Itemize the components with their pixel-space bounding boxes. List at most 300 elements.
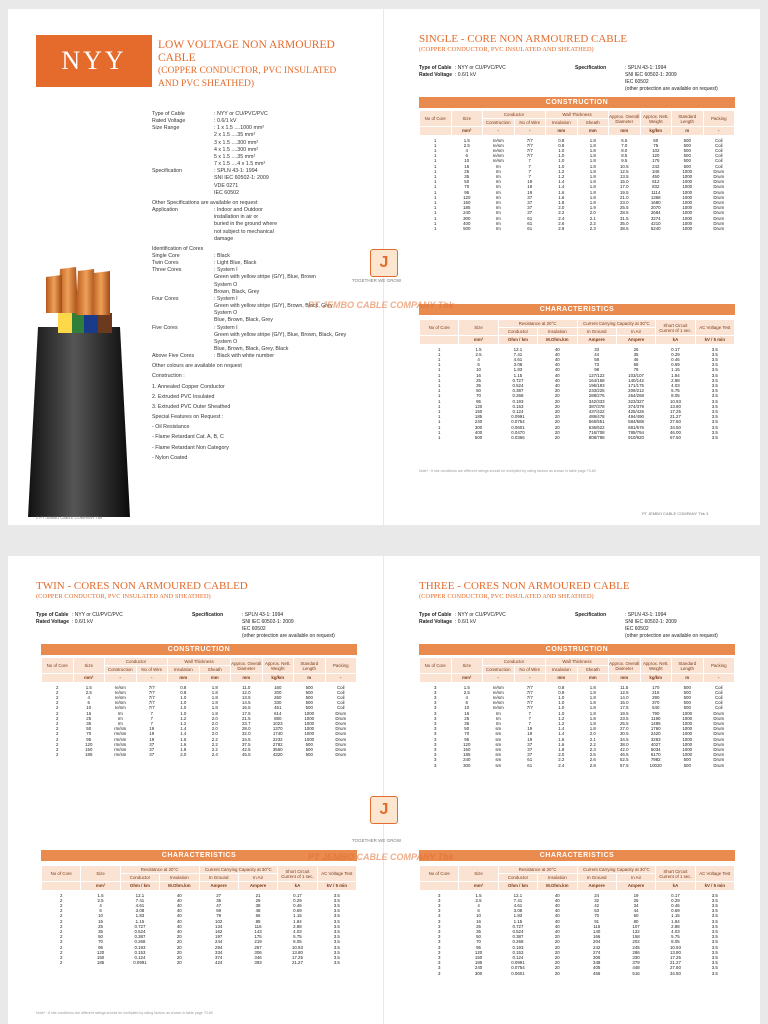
table-cell: 0.8 <box>558 137 565 143</box>
column-subheader: Sheath <box>577 666 609 674</box>
table-cell: 1.8 <box>558 200 565 206</box>
spec-value: IEC 60502 <box>214 189 240 196</box>
table-cell: 20 <box>554 934 560 940</box>
table-cell: re/sm <box>492 684 504 690</box>
table-cell: 3.5 <box>711 939 718 945</box>
table-cell: rm <box>495 168 501 174</box>
spec-row <box>152 414 377 421</box>
unit-header: Ampere <box>616 882 655 890</box>
table-cell: 102 <box>215 918 223 924</box>
table-cell: 1 <box>437 346 441 352</box>
table-cell: 0.46 <box>671 357 680 363</box>
table-cell: 3.5 <box>711 949 718 955</box>
spec-row <box>152 190 377 197</box>
table-cell: Coil <box>714 163 723 169</box>
table-cell: 1.5 <box>475 346 482 352</box>
table-cell: 1.8 <box>589 179 596 185</box>
unit-header: kA <box>656 882 695 890</box>
table-cell: 500 <box>683 142 691 148</box>
meta-cell: : NYY or CU/PVC/PVC <box>72 612 123 618</box>
meta-cell <box>419 633 455 640</box>
table-cell: 1.15 <box>135 918 145 924</box>
table-cell: 25 <box>86 715 92 721</box>
three-construction-table <box>419 657 735 768</box>
meta-row <box>419 86 749 93</box>
table-cell: 40 <box>176 918 182 924</box>
table-cell: 5.75 <box>293 934 302 940</box>
table-cell: 150 <box>85 747 93 753</box>
table-cell: 13.80 <box>669 403 681 409</box>
table-cell: 387/378 <box>588 403 605 409</box>
table-cell: 0.524 <box>512 383 524 389</box>
table-cell: 1.4 <box>558 184 565 190</box>
page1-footer: 2 PT JEMBO CABLE COMPANY Tbk <box>36 515 103 520</box>
table-cell: Drum <box>335 747 347 753</box>
unit-header: m <box>672 127 704 135</box>
table-row <box>420 226 735 231</box>
table-cell: re/sm <box>114 689 126 695</box>
table-cell: 2.5 <box>475 351 482 357</box>
meta-cell <box>575 86 625 93</box>
table-cell: 2.2 <box>211 747 218 753</box>
table-cell: 3 <box>434 757 437 763</box>
table-cell: 2 <box>59 949 63 955</box>
table-cell: Drum <box>335 710 347 716</box>
table-cell: 7 <box>150 721 153 727</box>
table-cell: 95 <box>98 944 103 950</box>
spec-row <box>152 434 377 441</box>
column-header: No of Core <box>42 866 81 882</box>
spec-value: System O <box>214 338 238 345</box>
table-cell: 2.88 <box>671 923 680 929</box>
meta-cell: SNI IEC 60502-1: 2009 <box>242 619 294 625</box>
table-cell: 34.5 <box>619 736 629 742</box>
meta-cell <box>575 633 625 640</box>
table-cell: 2 <box>59 897 63 903</box>
table-cell: 7 <box>150 715 153 721</box>
spec-value: : Black <box>214 252 230 259</box>
table-cell: 0.268 <box>512 393 524 399</box>
page3-note: Note* : If site conditions are different ratings should be multiplied by rating factors as shown in table page 70-80 <box>36 1011 213 1015</box>
table-cell: 0.153 <box>512 403 524 409</box>
table-cell: 614 <box>274 710 282 716</box>
table-cell: 0.0601 <box>511 970 525 976</box>
spec-value: 2 x 1.5 ....35 mm² <box>214 132 256 139</box>
table-cell: 370 <box>652 700 660 706</box>
spec-value: 4 x 1.5 ....300 mm² <box>214 146 259 153</box>
column-header: Approx. Overall Diameter <box>231 658 263 674</box>
meta-cell <box>192 619 242 626</box>
table-cell: 500 <box>683 158 691 164</box>
table-cell: 7 <box>528 715 531 721</box>
table-cell: 50 <box>464 726 470 732</box>
spec-value: 3 x 1.5 ....300 mm² <box>214 139 259 146</box>
table-row <box>420 971 735 976</box>
table-cell: 35 <box>633 351 639 357</box>
table-cell: 3.5 <box>333 918 340 924</box>
table-cell: 1.5 <box>475 892 482 898</box>
spec-value: SNI IEC 60502-1: 2009 <box>214 175 269 182</box>
spec-key: 3. Extruded PVC Outer Sheathed <box>152 403 231 410</box>
table-cell: 1000 <box>682 721 693 727</box>
table-cell: 16 <box>464 163 470 169</box>
table-cell: 10020 <box>649 762 662 768</box>
unit-header: m <box>672 674 704 682</box>
table-cell: 2782 <box>272 741 283 747</box>
table-cell: 5034 <box>650 747 661 753</box>
table-cell: 3560 <box>272 747 283 753</box>
table-cell: 348 <box>593 960 601 966</box>
meta-row <box>419 619 749 626</box>
meta-row <box>36 612 366 619</box>
table-cell: 50 <box>86 726 92 732</box>
table-cell: 2.3 <box>589 226 596 232</box>
table-cell: 3 <box>437 965 441 971</box>
unit-header <box>420 674 452 682</box>
table-cell: re/sm <box>114 695 126 701</box>
table-cell: 500 <box>305 689 313 695</box>
table-cell: 3.08 <box>513 908 523 914</box>
page3-title: TWIN - CORES NON ARMOURED CABLED <box>36 580 248 592</box>
spec-row <box>152 289 377 296</box>
unit-header: mm <box>168 674 200 682</box>
unit-header: Ampere <box>238 882 277 890</box>
table-cell: 4 <box>465 148 468 154</box>
meta-cell: (other protection are available on request) <box>242 633 335 639</box>
spec-key: - Nylon Coated <box>152 454 188 461</box>
spec-key: Above Five Cores <box>152 353 195 360</box>
table-cell: 8.05 <box>293 939 302 945</box>
spec-key <box>152 154 214 161</box>
table-cell: 1.83 <box>513 367 523 373</box>
table-cell: 1000 <box>682 736 693 742</box>
table-cell: 1.0 <box>558 158 565 164</box>
column-subheader: Construction <box>483 666 515 674</box>
table-cell: 120 <box>85 741 93 747</box>
spec-key: Identification of Cores <box>152 245 204 252</box>
table-cell: 4 <box>477 903 480 909</box>
table-cell: 2 <box>59 939 63 945</box>
table-cell: 3 <box>437 897 441 903</box>
table-cell: 300 <box>474 424 483 430</box>
table-cell: 61 <box>527 215 533 221</box>
table-cell: 0.8 <box>180 684 187 690</box>
table-row <box>42 960 357 965</box>
table-cell: 40 <box>176 903 182 909</box>
table-cell: 500 <box>683 163 691 169</box>
table-cell: 116 <box>254 923 262 929</box>
table-cell: 3263 <box>650 736 661 742</box>
table-cell: 20 <box>554 419 560 425</box>
table-cell: 1 <box>437 351 441 357</box>
table-row <box>420 435 735 440</box>
table-cell: 1.8 <box>180 747 187 753</box>
table-cell: 16.5 <box>241 705 251 711</box>
table-cell: 2.2 <box>558 210 565 216</box>
page4-meta <box>419 612 749 640</box>
table-cell: 219 <box>254 939 262 945</box>
table-cell: 20 <box>554 388 560 394</box>
table-cell: 500 <box>683 153 691 159</box>
spec-key <box>152 190 214 197</box>
table-cell: 3.5 <box>711 398 718 404</box>
table-cell: 1485 <box>650 721 661 727</box>
table-cell: 0.268 <box>134 939 146 945</box>
table-cell: 57.50 <box>669 435 681 441</box>
spec-key <box>152 310 214 317</box>
table-cell: 42.0 <box>619 747 629 753</box>
characteristics-band: CHARACTERISTICS <box>419 304 735 315</box>
table-cell: 400 <box>474 429 483 435</box>
table-cell: 244 <box>215 939 223 945</box>
table-cell: Coil <box>714 705 723 711</box>
table-cell: 52.5 <box>619 757 629 763</box>
table-cell: 10.5 <box>619 163 629 169</box>
page2-subtitle: (COPPER CONDUCTOR, PVC INSULATED AND SHEATHED) <box>419 46 594 53</box>
page1-title <box>158 39 358 91</box>
table-cell: rm <box>117 715 123 721</box>
spec-value: : NYY or CU/PVC/PVC <box>214 111 268 117</box>
unit-header <box>420 127 452 135</box>
meta-cell: Specification <box>575 65 607 71</box>
unit-header <box>420 882 459 890</box>
table-cell: 7 <box>528 168 531 174</box>
table-cell: 73 <box>594 362 600 368</box>
table-cell: 1.84 <box>293 918 302 924</box>
table-cell: 3.5 <box>333 955 340 961</box>
column-header: Size <box>451 658 483 674</box>
table-cell: 0.29 <box>671 897 680 903</box>
table-cell: sm <box>495 731 502 737</box>
table-cell: 3.5 <box>711 955 718 961</box>
table-cell: 1.6 <box>558 741 565 747</box>
table-cell: 1.6 <box>558 189 565 195</box>
meta-cell <box>575 619 625 626</box>
column-header: Size <box>451 111 483 127</box>
table-cell: 3.5 <box>333 934 340 940</box>
table-cell: 170 <box>652 684 660 690</box>
table-cell: 7/7 <box>148 700 155 706</box>
table-cell: 1.8 <box>589 158 596 164</box>
meta-cell <box>575 626 625 633</box>
table-cell: 3.5 <box>711 897 718 903</box>
table-cell: 1.8 <box>589 700 596 706</box>
table-cell: 1000 <box>682 189 693 195</box>
table-cell: 288/276 <box>588 393 605 399</box>
table-cell: 7/7 <box>526 705 533 711</box>
table-cell: 10 <box>476 367 481 373</box>
table-cell: 4.61 <box>135 903 145 909</box>
table-cell: 393 <box>254 960 262 966</box>
column-header: AC Voltage Test <box>695 320 734 336</box>
table-cell: 6 <box>477 362 480 368</box>
table-cell: 2 <box>56 721 59 727</box>
table-cell: 107 <box>632 923 640 929</box>
unit-header <box>42 882 81 890</box>
column-header: Approx. Overall Diameter <box>609 111 641 127</box>
unit-header: mm <box>546 674 578 682</box>
table-cell: 7.41 <box>135 897 145 903</box>
table-cell: 2 <box>56 752 59 758</box>
table-cell: 1.2 <box>180 721 187 727</box>
table-cell: 3 <box>437 908 441 914</box>
table-cell: 1368 <box>650 194 661 200</box>
unit-header: Ohm / km <box>120 882 159 890</box>
meta-cell: Rated Voltage <box>419 72 452 78</box>
unit-header: M.Ohm.km <box>160 882 199 890</box>
spec-key <box>152 183 214 190</box>
spec-value: : Indoor and Outdoor <box>214 207 263 214</box>
meta-cell: : 0.6/1 kV <box>455 72 477 78</box>
table-cell: 500 <box>305 705 313 711</box>
twin-characteristics-table <box>41 865 357 965</box>
table-cell: re/sm <box>114 705 126 711</box>
table-cell: 2.0 <box>589 731 596 737</box>
table-cell: 300 <box>463 762 471 768</box>
table-cell: 37 <box>149 741 155 747</box>
table-cell: 60 <box>633 913 639 919</box>
meta-cell: : NYY or CU/PVC/PVC <box>455 612 506 618</box>
table-cell: 40 <box>176 892 182 898</box>
meta-cell: SNI IEC 60502-1: 2009 <box>625 619 677 625</box>
table-cell: 202 <box>632 939 640 945</box>
table-cell: 2 <box>56 684 59 690</box>
table-cell: 716/708 <box>588 429 605 435</box>
table-cell: 0.17 <box>671 892 680 898</box>
table-cell: 1.8 <box>589 200 596 206</box>
table-cell: 2 <box>56 747 59 753</box>
table-cell: 437/422 <box>588 409 605 415</box>
spec-key <box>152 236 214 243</box>
table-cell: 1.84 <box>671 918 680 924</box>
unit-header: - <box>703 674 735 682</box>
spec-key <box>152 274 214 281</box>
column-subheader: In Air <box>616 328 655 336</box>
table-cell: 3.5 <box>711 960 718 966</box>
construction-band: CONSTRUCTION <box>419 644 735 655</box>
meta-cell <box>575 72 625 79</box>
table-cell: 2.4 <box>558 762 565 768</box>
table-cell: 3.5 <box>333 949 340 955</box>
column-header: Current Carrying Capacity at 30°C <box>577 320 656 328</box>
table-cell: 3.5 <box>711 362 718 368</box>
table-cell: 2.1 <box>589 215 596 221</box>
table-cell: 1.8 <box>589 163 596 169</box>
table-cell: 374/379 <box>628 403 644 409</box>
table-cell: 1.8 <box>589 726 596 732</box>
table-cell: 808/798 <box>588 435 605 441</box>
table-cell: 59 <box>216 908 222 914</box>
table-cell: 0.387 <box>512 934 524 940</box>
table-cell: 1 <box>437 377 441 383</box>
spec-value: VDE 0271 <box>214 182 239 189</box>
table-cell: 6 <box>465 153 468 159</box>
table-cell: 1.4 <box>558 726 565 732</box>
table-cell: 2.0 <box>558 205 565 211</box>
page2-title: SINGLE - CORE NON ARMOURED CABLE <box>419 33 628 45</box>
table-cell: 120 <box>652 153 660 159</box>
table-cell: 7/7 <box>148 689 155 695</box>
table-cell: Coil <box>714 153 723 159</box>
unit-header: - <box>514 674 546 682</box>
column-subheader: Insulation <box>538 874 577 882</box>
table-cell: 20 <box>554 393 560 399</box>
table-cell: 58 <box>594 357 600 363</box>
unit-header: Ohm / km <box>498 882 537 890</box>
table-cell: Drum <box>713 710 725 716</box>
table-cell: 3.5 <box>711 383 718 389</box>
table-cell: 7/7 <box>148 705 155 711</box>
table-cell: 790 <box>652 710 660 716</box>
table-cell: 3 <box>437 934 441 940</box>
table-cell: 500 <box>683 700 691 706</box>
table-cell: 1.8 <box>211 689 218 695</box>
table-cell: 16 <box>86 710 92 716</box>
table-cell: 1.8 <box>211 695 218 701</box>
table-cell: 880 <box>274 715 282 721</box>
table-cell: 1 <box>437 357 441 363</box>
table-cell: Drum <box>713 762 725 768</box>
construction-band: CONSTRUCTION <box>41 644 357 655</box>
table-cell: 240 <box>474 965 483 971</box>
table-cell: Drum <box>713 200 725 206</box>
column-subheader: In Ground <box>199 874 238 882</box>
table-cell: 3.5 <box>711 351 718 357</box>
table-cell: 300 <box>463 215 471 221</box>
table-cell: 3.5 <box>711 377 718 383</box>
jembo-logo: J <box>370 796 398 824</box>
table-cell: 10.93 <box>669 944 681 950</box>
table-cell: 1.8 <box>589 684 596 690</box>
table-cell: 3.5 <box>711 923 718 929</box>
table-cell: 8.05 <box>671 939 680 945</box>
table-cell: sm <box>495 762 502 768</box>
table-cell: 42.5 <box>241 747 251 753</box>
table-cell: Coil <box>714 148 723 154</box>
column-header: Conductor <box>105 658 168 666</box>
spec-value: Green with yellow stripe (G/Y), Brown, Black, Grey <box>214 303 333 310</box>
table-cell: 27.60 <box>669 965 681 971</box>
table-cell: 75 <box>653 142 659 148</box>
table-cell: 11.0 <box>242 684 251 690</box>
table-cell: 143 <box>254 929 262 935</box>
table-cell: 20 <box>554 409 560 415</box>
table-cell: 20 <box>176 949 182 955</box>
table-cell: 40 <box>554 903 560 909</box>
table-cell: 16 <box>476 372 481 378</box>
table-cell: 4.03 <box>671 929 680 935</box>
table-cell: 120 <box>463 194 471 200</box>
table-cell: 1 <box>437 424 441 430</box>
table-cell: 2.2 <box>211 741 218 747</box>
table-cell: 2 <box>59 892 63 898</box>
spec-row <box>152 339 377 346</box>
table-cell: 1 <box>434 210 437 216</box>
table-cell: 185 <box>85 752 93 758</box>
table-cell: Drum <box>713 721 725 727</box>
table-cell: re/sm <box>492 695 504 701</box>
table-cell: 636/622 <box>588 424 605 430</box>
column-header: Packing <box>325 658 357 674</box>
unit-header: - <box>703 127 735 135</box>
meta-cell <box>192 626 242 633</box>
table-cell: 26 <box>633 897 639 903</box>
meta-cell: Type of Cable <box>36 612 69 618</box>
table-cell: 60 <box>653 137 659 143</box>
table-cell: 2.0 <box>180 752 187 758</box>
cable-cross-section-image <box>20 267 140 517</box>
table-cell: re/sm <box>114 684 126 690</box>
